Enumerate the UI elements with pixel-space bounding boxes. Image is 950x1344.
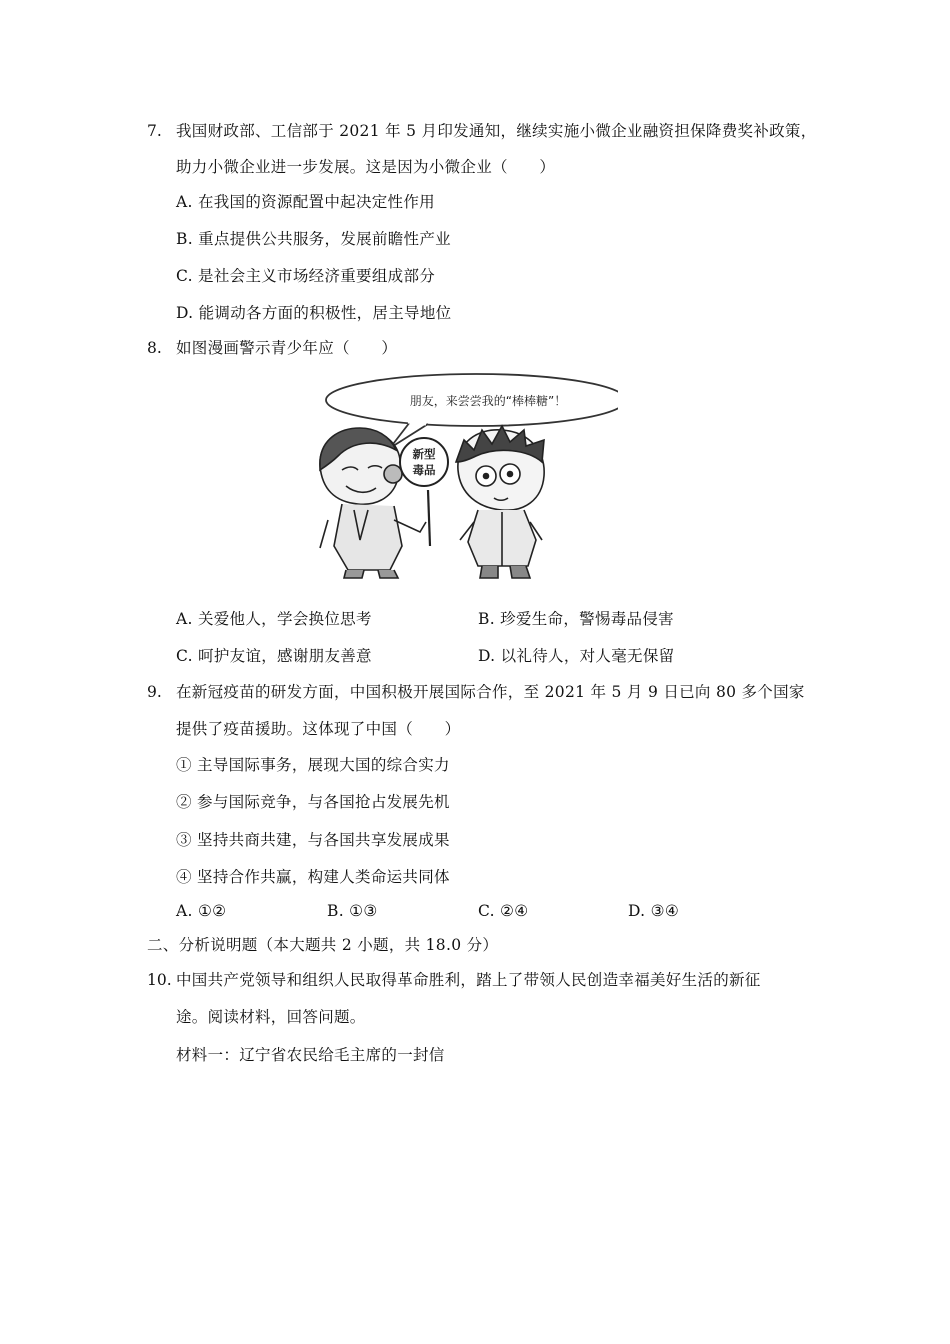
q8-number: 8. — [147, 339, 162, 357]
q9-number: 9. — [147, 683, 162, 701]
q10-material1: 材料一：辽宁省农民给毛主席的一封信 — [176, 1046, 445, 1064]
q8-option-a: A. 关爱他人，学会换位思考 — [176, 610, 372, 628]
cartoon-illustration — [298, 370, 618, 580]
q9-statement-1: ① 主导国际事务，展现大国的综合实力 — [176, 756, 450, 774]
q7-option-b: B. 重点提供公共服务，发展前瞻性产业 — [176, 230, 451, 248]
q8-stem: 如图漫画警示青少年应（ ） — [176, 339, 398, 357]
sign-text-line2: 毒品 — [412, 463, 436, 477]
q10-number: 10. — [147, 971, 172, 989]
right-boy — [456, 426, 544, 578]
q9-option-b: B. ①③ — [327, 902, 378, 920]
q9-statement-2: ② 参与国际竞争，与各国抢占发展先机 — [176, 793, 450, 811]
drug-warning-cartoon — [298, 370, 618, 580]
q9-statement-3: ③ 坚持共商共建，与各国共享发展成果 — [176, 831, 450, 849]
q9-option-c: C. ②④ — [478, 902, 529, 920]
q8-option-c: C. 呵护友谊，感谢朋友善意 — [176, 647, 372, 665]
q9-statement-4: ④ 坚持合作共赢，构建人类命运共同体 — [176, 868, 450, 886]
q7-stem-line1: 我国财政部、工信部于 2021 年 5 月印发通知，继续实施小微企业融资担保降费奖补政策， — [176, 122, 817, 140]
q9-stem-line1: 在新冠疫苗的研发方面，中国积极开展国际合作，至 2021 年 5 月 9 日已向 80 多个国家 — [176, 683, 805, 701]
q9-stem-line2: 提供了疫苗援助。这体现了中国（ ） — [176, 720, 461, 738]
q8-option-d: D. 以礼待人，对人毫无保留 — [478, 647, 675, 665]
q7-option-d: D. 能调动各方面的积极性，居主导地位 — [176, 304, 452, 322]
q7-option-c: C. 是社会主义市场经济重要组成部分 — [176, 267, 436, 285]
q7-number: 7. — [147, 122, 162, 140]
q8-option-b: B. 珍爱生命，警惕毒品侵害 — [478, 610, 674, 628]
q9-option-a: A. ①② — [176, 902, 227, 920]
q7-stem-line2: 助力小微企业进一步发展。这是因为小微企业（ ） — [176, 158, 556, 176]
q7-option-a: A. 在我国的资源配置中起决定性作用 — [176, 193, 435, 211]
lollipop-sign — [400, 438, 448, 546]
q9-option-d: D. ③④ — [628, 902, 680, 920]
sign-text-line1: 新型 — [412, 447, 436, 461]
q10-stem-line1: 中国共产党领导和组织人民取得革命胜利，踏上了带领人民创造幸福美好生活的新征 — [176, 971, 761, 989]
speech-text: 朋友，来尝尝我的“棒棒糖”！ — [409, 394, 567, 408]
section2-heading: 二、分析说明题（本大题共 2 小题，共 18.0 分） — [147, 936, 499, 954]
q10-stem-line2: 途。阅读材料，回答问题。 — [176, 1008, 366, 1026]
